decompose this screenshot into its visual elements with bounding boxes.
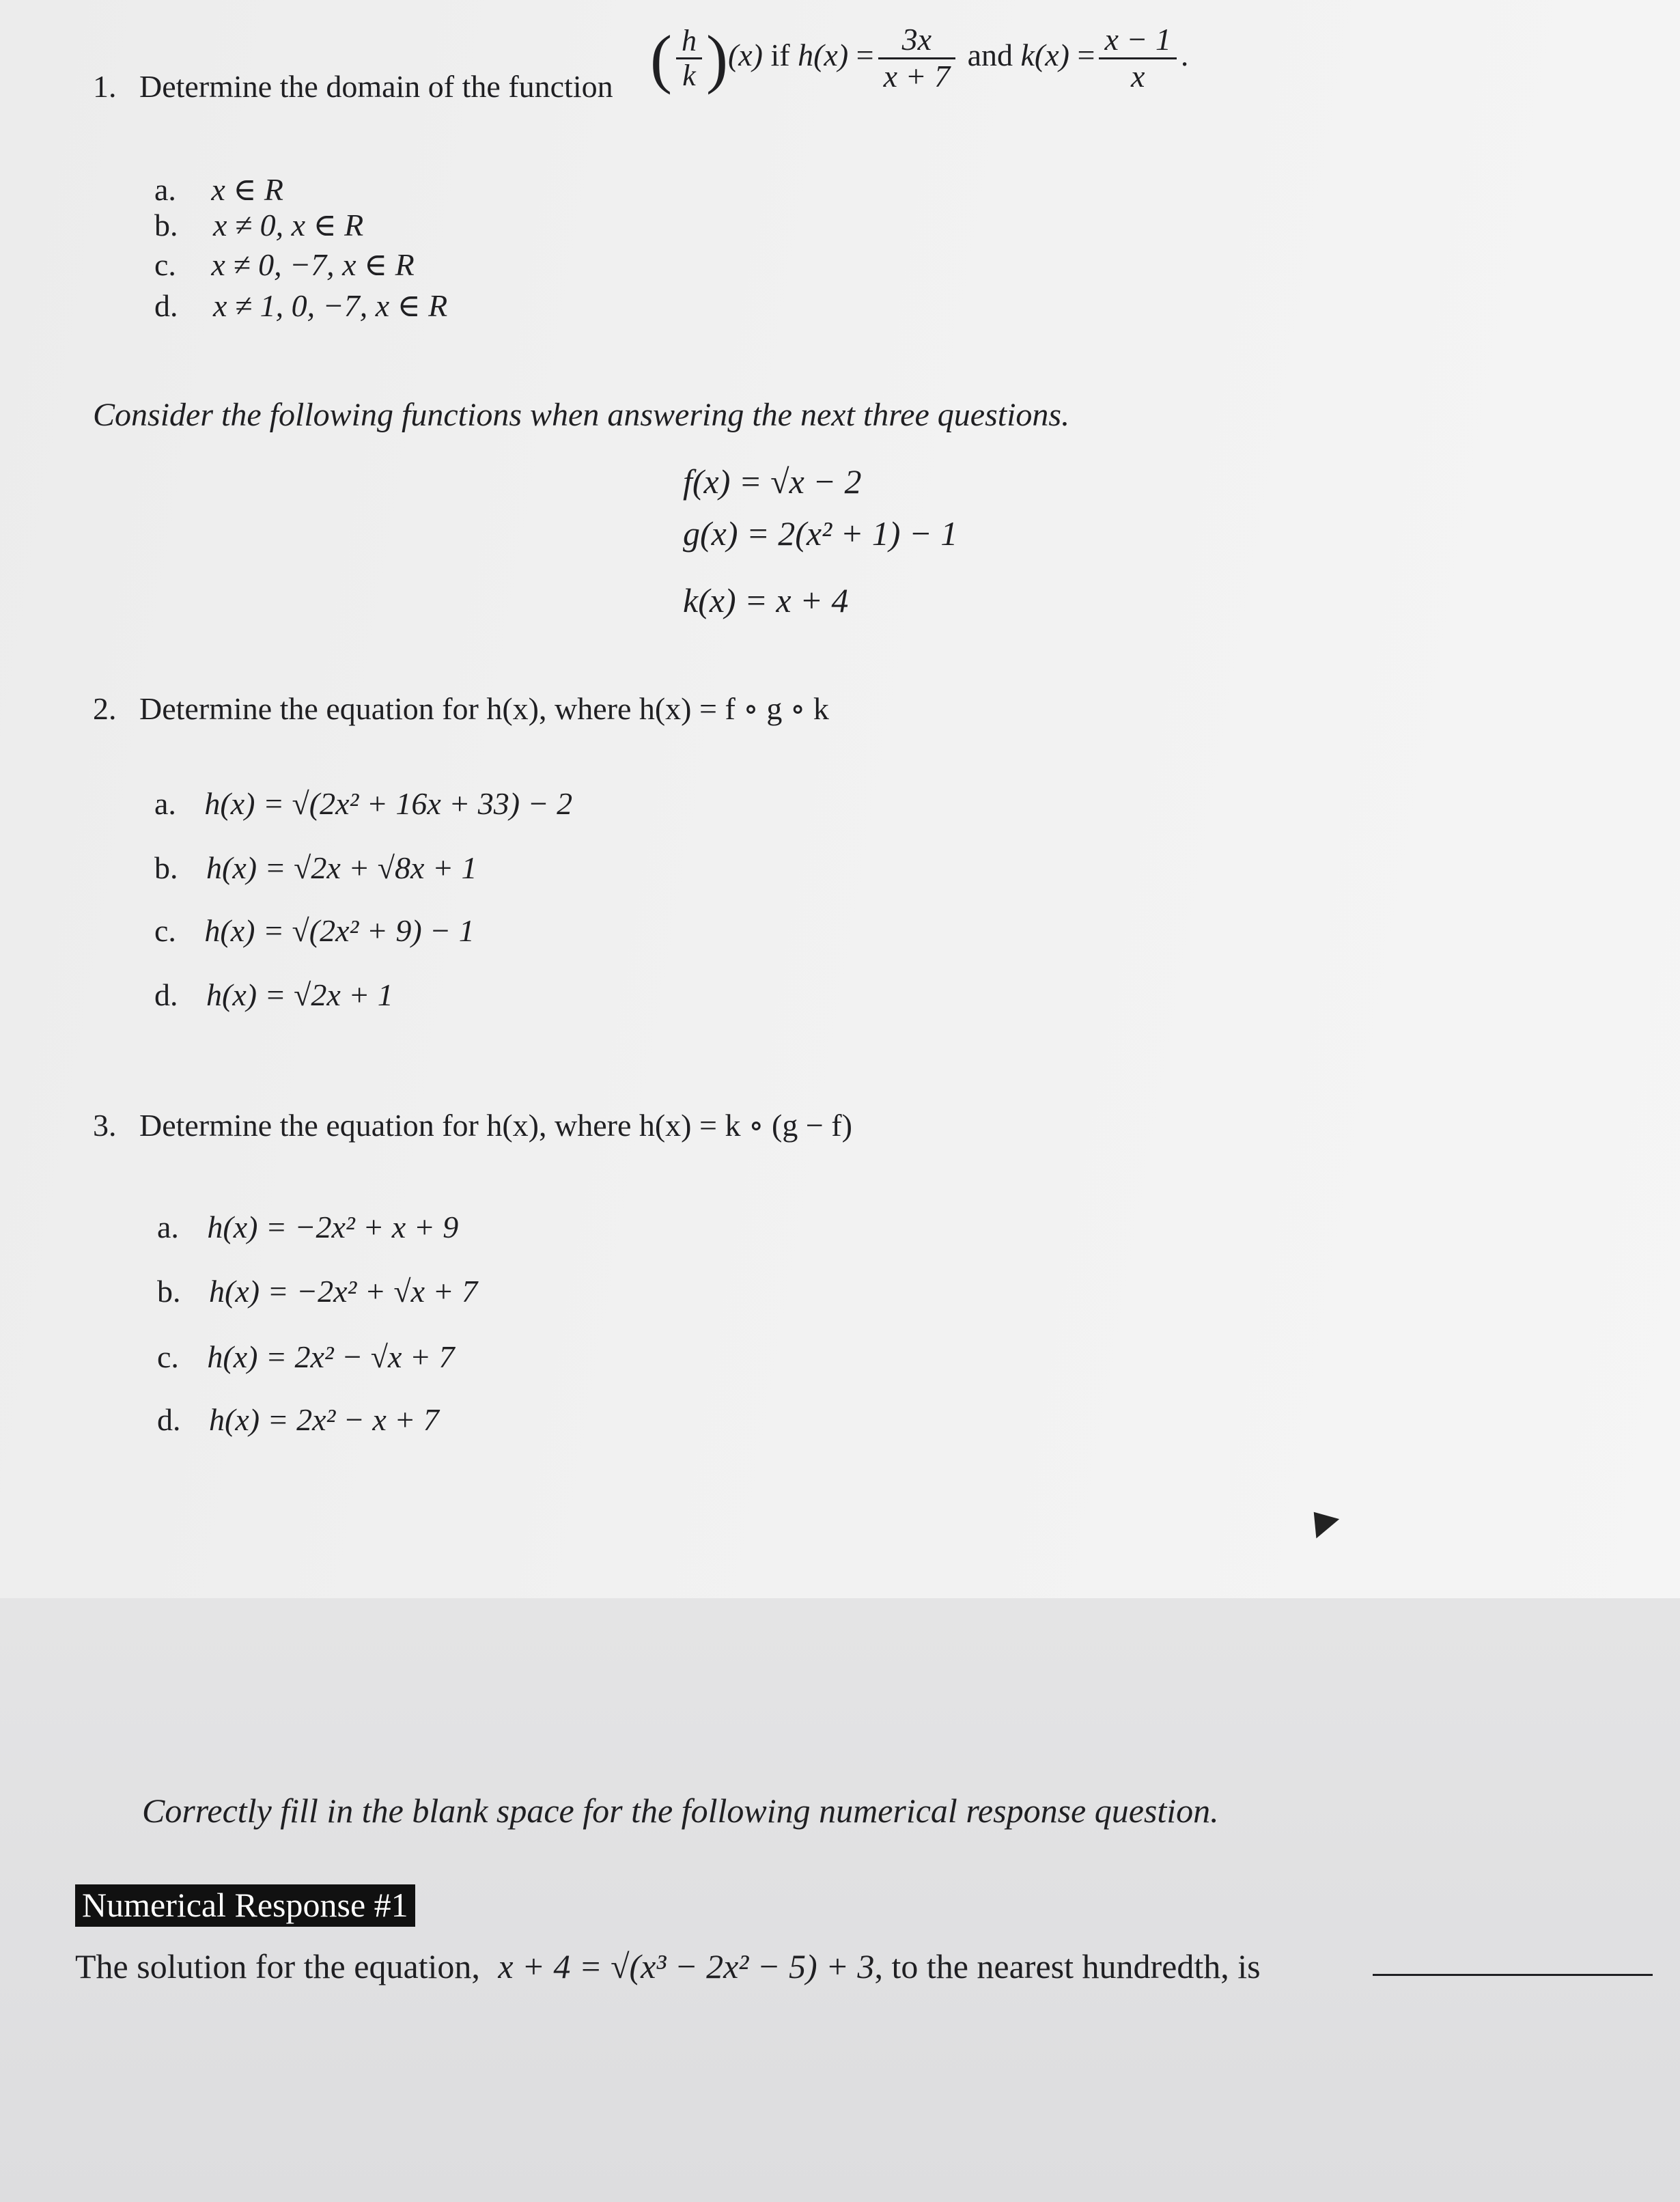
q2-option-c[interactable]	[154, 912, 475, 949]
q3-option-d[interactable]	[157, 1402, 439, 1438]
q1-option-b-text: x ≠ 0, x ∈ R	[213, 208, 364, 242]
q1-option-c-letter: c.	[154, 247, 176, 282]
q3-option-c[interactable]	[157, 1339, 454, 1375]
q1-option-a-text: x ∈ R	[211, 172, 283, 207]
q3-prompt: Determine the equation for h(x), where h(x) = k ∘ (g − f)	[139, 1108, 852, 1143]
q1-option-c-text: x ≠ 0, −7, x ∈ R	[211, 247, 415, 282]
q3-option-b-letter: b.	[157, 1274, 181, 1309]
q3-option-b[interactable]	[157, 1273, 477, 1309]
q2-option-d[interactable]	[154, 977, 393, 1013]
q3-number: 3.	[93, 1108, 117, 1143]
q2-option-b-text: h(x) = √2x + √8x + 1	[206, 850, 477, 885]
numerical-equation: x + 4 = √(x³ − 2x² − 5) + 3	[498, 1947, 875, 1985]
q1-option-b-letter: b.	[154, 208, 178, 242]
q1-option-a-letter: a.	[154, 172, 176, 207]
q3-option-a-text: h(x) = −2x² + x + 9	[207, 1210, 459, 1244]
function-f: f(x) = √x − 2	[683, 462, 862, 501]
q1-formula: ( $\frac{h}{k}$ )(x) if h(x) = $\frac{3x}{x + 7}$ and k(x) = $\frac{x - 1}{x}$ .	[650, 22, 1189, 95]
numerical-title: Numerical Response #1	[75, 1884, 415, 1927]
q2-option-d-text: h(x) = √2x + 1	[206, 977, 393, 1012]
q1-option-d[interactable]	[154, 287, 447, 324]
q1-option-b[interactable]	[154, 206, 363, 243]
q2-option-b-letter: b.	[154, 850, 178, 885]
q1-line	[93, 68, 613, 104]
q3-option-a-letter: a.	[157, 1210, 179, 1244]
q3-line	[93, 1106, 852, 1143]
q2-prompt: Determine the equation for h(x), where h(x) = f ∘ g ∘ k	[139, 691, 829, 726]
q3-option-a[interactable]	[157, 1209, 458, 1245]
q3-option-c-letter: c.	[157, 1339, 179, 1374]
q3-option-b-text: h(x) = −2x² + √x + 7	[209, 1274, 478, 1309]
numerical-instruction: Correctly fill in the blank space for the following numerical response question.	[142, 1792, 1219, 1830]
q1-option-a[interactable]	[154, 171, 283, 208]
q1-prompt: Determine the domain of the function	[139, 69, 613, 104]
numerical-suffix: , to the nearest hundredth, is	[874, 1947, 1261, 1985]
q2-option-a-text: h(x) = √(2x² + 16x + 33) − 2	[204, 786, 573, 821]
answer-blank[interactable]	[1373, 1974, 1653, 1976]
q2-option-c-text: h(x) = √(2x² + 9) − 1	[204, 913, 475, 948]
q1-option-d-text: x ≠ 1, 0, −7, x ∈ R	[213, 288, 448, 323]
q3-option-c-text: h(x) = 2x² − √x + 7	[207, 1339, 455, 1374]
q3-option-d-text: h(x) = 2x² − x + 7	[209, 1402, 439, 1437]
numerical-question	[75, 1947, 1261, 1986]
consider-heading: Consider the following functions when answering the next three questions.	[93, 397, 1070, 433]
q3-option-d-letter: d.	[157, 1402, 181, 1437]
function-k: k(x) = x + 4	[683, 581, 849, 619]
q2-option-a[interactable]	[154, 785, 572, 822]
q2-line	[93, 690, 829, 727]
function-g: g(x) = 2(x² + 1) − 1	[683, 514, 958, 553]
numerical-title-box	[75, 1885, 415, 1925]
q2-option-b[interactable]	[154, 850, 477, 886]
q2-option-d-letter: d.	[154, 977, 178, 1012]
q2-option-c-letter: c.	[154, 913, 176, 948]
q2-option-a-letter: a.	[154, 786, 176, 821]
q1-option-d-letter: d.	[154, 288, 178, 323]
q2-number: 2.	[93, 691, 117, 726]
q1-number: 1.	[93, 69, 117, 104]
q1-option-c[interactable]	[154, 246, 415, 283]
numerical-prefix: The solution for the equation,	[75, 1947, 480, 1985]
